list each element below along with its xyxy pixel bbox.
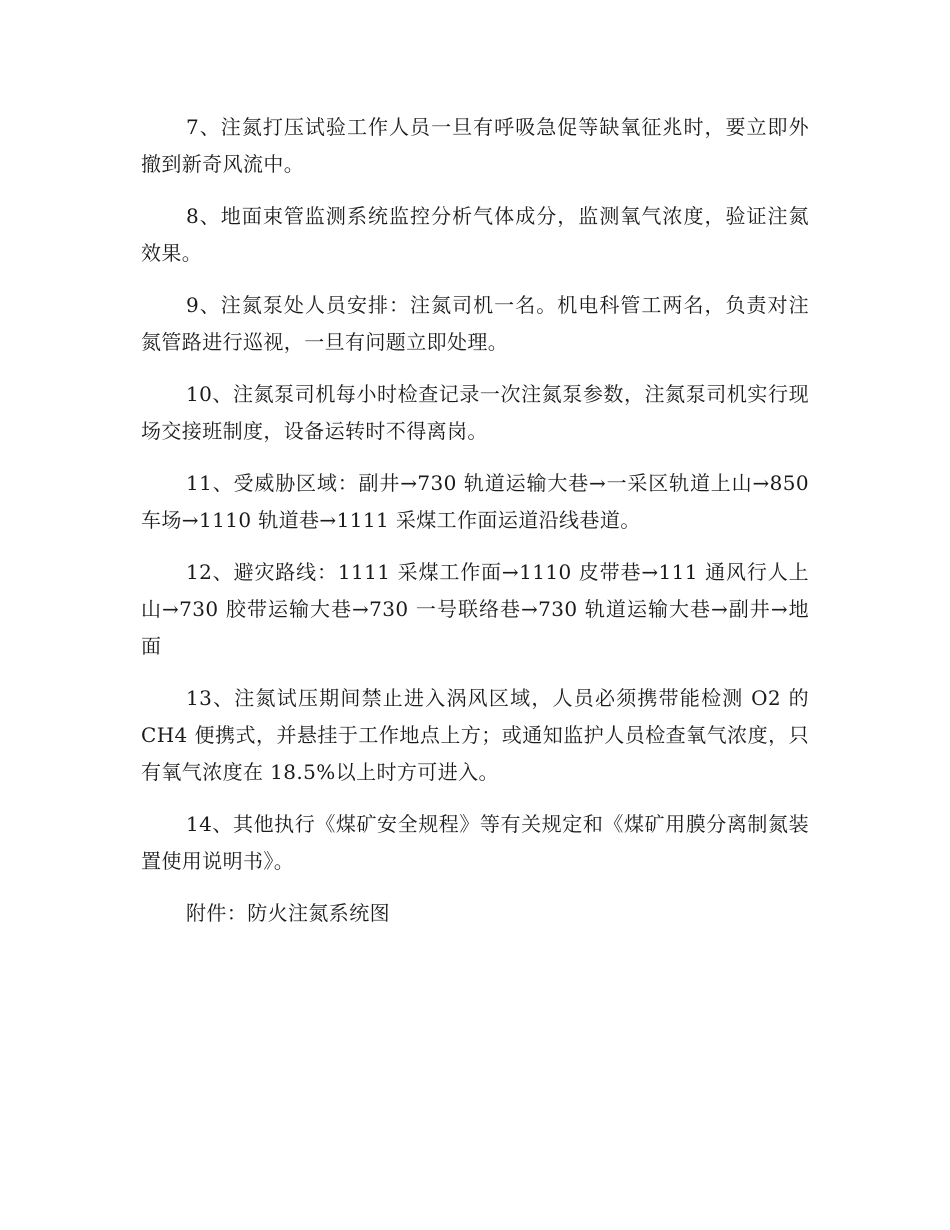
paragraph-item-10: 10、注氮泵司机每小时检查记录一次注氮泵参数，注氮泵司机实行现场交接班制度，设备运转时不得离岗。 bbox=[141, 382, 809, 443]
paragraph-item-13: 13、注氮试压期间禁止进入涡风区域，人员必须携带能检测 O2 的CH4 便携式，并悬挂于工作地点上方；或通知监护人员检查氧气浓度，只有氧气浓度在 18.5%以上时方可进入。 bbox=[141, 686, 809, 784]
paragraph-item-7: 7、注氮打压试验工作人员一旦有呼吸急促等缺氧征兆时，要立即外撤到新奇风流中。 bbox=[141, 115, 809, 176]
paragraph-item-12: 12、避灾路线：1111 采煤工作面→1110 皮带巷→111 通风行人上山→730 胶带运输大巷→730 一号联络巷→730 轨道运输大巷→副井→地面 bbox=[141, 560, 809, 658]
attachment-note: 附件：防火注氮系统图 bbox=[186, 901, 390, 925]
paragraph-item-14: 14、其他执行《煤矿安全规程》等有关规定和《煤矿用膜分离制氮装置使用说明书》。 bbox=[141, 812, 809, 873]
paragraph-item-8: 8、地面束管监测系统监控分析气体成分，监测氧气浓度，验证注氮效果。 bbox=[141, 204, 809, 265]
paragraph-item-11: 11、受威胁区域：副井→730 轨道运输大巷→一采区轨道上山→850 车场→1110 轨道巷→1111 采煤工作面运道沿线巷道。 bbox=[141, 471, 809, 532]
paragraph-item-9: 9、注氮泵处人员安排：注氮司机一名。机电科管工两名，负责对注氮管路进行巡视，一旦有问题立即处理。 bbox=[141, 293, 809, 354]
document-body bbox=[141, 109, 809, 932]
